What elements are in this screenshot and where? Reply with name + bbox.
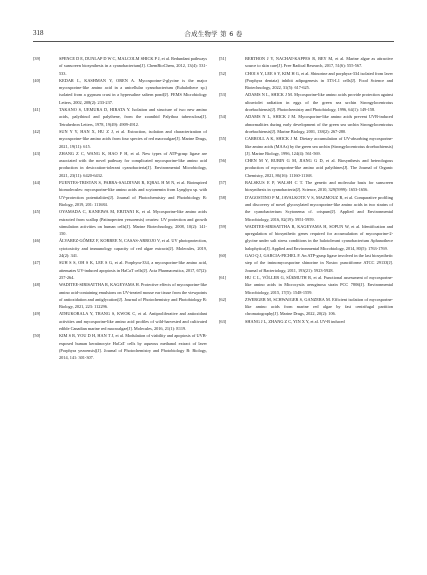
reference-entry [219,318,393,325]
reference-number: [48] [33,282,41,288]
reference-number: [53] [219,92,227,98]
references-column-left [33,55,207,361]
reference-entry [33,179,207,208]
reference-entry [33,128,207,150]
reference-entry [219,113,393,135]
reference-text: ATHUKORALA Y, TRANG S, KWOK C, et al. Antiproliferative and antioxidant activities and mycosporine-like amino acid profiles of wild-harvested and cultivated edible Canadian marine red macroalgae[J]. Molecules, 2016, 21(1): E119. [59,311,207,331]
reference-text: BALSKUS E P, WALSH C T. The genetic and molecular basis for sunscreen biosynthesis in cyanobacteria[J]. Science, 2010, 329(5999): 1653-1656. [245,180,393,193]
reference-entry [33,259,207,281]
reference-entry [33,150,207,179]
reference-number: [61] [219,274,227,280]
reference-number: [57] [219,180,227,186]
reference-entry [33,310,207,332]
reference-text: WADITEE-SIRISATTHA R, KAGEYAMA H. Protective effects of mycosporine-like amino acid-containing emulsions on UV-treated mouse ear tissue from the viewpoints of antioxidation and antiglycation[J]. Journal of Photochemistry and Photobiology B: Biology, 2021, 223: 112296. [59,282,207,310]
reference-text: SUN Y Y, HAN X, HU Z J, et al. Extraction, isolation and characterization of mycosporine-like amino acids from four species of red macroalgae[J]. Marine Drugs, 2021, 19(11): 615. [59,128,207,149]
reference-number: [52] [219,70,227,76]
reference-text: BERTHON J Y, NACHAT-KAPPES R, BEY M, et al. Marine algae as attractive source to skin care[J]. Free Radical Research, 2017, 51(6): 555-567. [245,56,393,69]
reference-number: [51] [219,56,227,61]
header-rule [33,41,394,42]
reference-entry [219,223,393,252]
reference-number: [41] [33,107,41,113]
reference-entry [219,70,393,92]
page-header [0,0,427,60]
reference-entry [219,194,393,223]
reference-number: [45] [33,209,41,215]
reference-text: CARROLL A K, SHICK J M. Dietary accumulation of UV-absorbing mycosporine-like amino acids (MAAs) by the green sea urchin (Strongylocentrotus droebachiensis)[J]. Marine Biology, 1996, 124(4): 561-569. [245,136,393,156]
reference-number: [42] [33,128,41,134]
reference-text: HU C L, VÖLLER G, SÜßMUTH R, et al. Functional assessment of mycosporine-like amino acids in Microcystis aeruginosa strain PCC 7806[J]. Environmental Microbiology, 2015, 17(5): 1548-1559. [245,274,393,295]
reference-text: FUENTES-TRISTAN S, PARRA-SALDIVAR R, IQBAL H M N, et al. Bioinspired biomolecules: mycosporine-like amino acids and scytonemin from Lyngbya sp. with UV-protection potentialities[J]. Journal of Photochemistry and Photobiology B: Biology, 2019, 201: 111684. [59,180,207,207]
reference-entry [33,281,207,310]
reference-text: D'AGOSTINO P M, JAVALKOTE V S, MAZMOUZ R, et al. Comparative profiling and discovery of novel glycosylated mycosporine-like amino acids in two strains of the cyanobacterium Scytonema cf. crispum[J]. Applied and Environmental Microbiology, 2016, 82(19): 5951-5959. [245,194,393,222]
reference-text: KIM S R, YOU D H, HAN T J, et al. Modulation of viability and apoptosis of UVB-exposed human keratinocyte HaCaT cells by aqueous methanol extract of laver (Porphyra yezoensis)[J]. Journal of Photochemistry and Photobiology B: Biology, 2014, 141: 301-307. [59,333,207,361]
reference-number: [58] [219,194,227,200]
reference-text: KEDAR L, KASHMAN Y, OREN A. Mycosporine-2-glycine is the major mycosporine-like amino acid in a unicellular cyanobacterium (Euhalothece sp.) isolated from a gypsum crust in a hypersaline saltern pond[J]. FEMS Microbiology Letters, 2002, 208(2): 233-237. [59,77,207,105]
reference-text: GAO Q J, GARCIA-PICHEL F. An ATP-grasp ligase involved in the last biosynthetic step of the iminomycosporine shinorine in Nostoc punctiforme ATCC 29133[J]. Journal of Bacteriology, 2011, 193(21): 5923-5928. [245,253,393,273]
reference-number: [62] [219,296,227,302]
reference-number: [55] [219,136,227,142]
reference-entry [219,55,393,70]
journal-running-title: 合成生物学 第 6 卷 [184,30,243,38]
reference-number: [46] [33,238,41,244]
reference-number: [60] [219,253,227,259]
reference-text: ÁLVAREZ-GÓMEZ F, KORBEE N, CASAS-ARROJO V, et al. UV photoprotection, cytotoxicity and immunology capacity of red algae extracts[J]. Molecules, 2019, 24(2): 341. [59,238,207,259]
reference-text: ZWERGER M, SCHWAIGER S, GANZERA M. Efficient isolation of mycosporine-like amino acids from marine red algae by fast centrifugal partition chromatography[J]. Marine Drugs, 2022, 20(2): 106. [245,296,393,317]
reference-number: [40] [33,77,41,83]
reference-number: [50] [33,333,41,339]
reference-number: [54] [219,114,227,120]
reference-number: [44] [33,180,41,186]
reference-text: SPENCE D E, DUNLAP D W C, MALCOLM SHICK P J, et al. Redundant pathways of sunscreen biosynthesis in a cyanobacterium[J]. ChemBioChem, 2012, 13(4): 531-533. [59,56,208,76]
reference-text: ZHANG Z C, WANG K, HAO F H, et al. New types of ATP-grasp ligase are associated with the novel pathway for complicated mycosporine-like amino acid production in desiccation-tolerant cyanobacteria[J]. Environmental Microbiology, 2021, 23(11): 6420-6432. [59,150,207,178]
references-column-right [219,55,393,325]
reference-entry [219,274,393,296]
reference-entry [219,179,393,194]
reference-number: [43] [33,150,41,156]
reference-text: ADAMS N L, SHICK J M. Mycosporine-like amino acids provide protection against ultraviolet radiation in eggs of the green sea urchin Strongylocentrotus droebachiensis[J]. Photochemistry and Photobiology, 1996, 64(1): 149-158. [245,92,393,113]
reference-entry [219,157,393,179]
reference-text: SHANG J L, ZHANG Z C, YIN X Y, et al. UV-B induced [245,318,345,324]
reference-number: [39] [33,56,41,61]
reference-number: [56] [219,158,227,164]
reference-entry [219,296,393,318]
reference-text: CHOI S Y, LEE S Y, KIM H G, et al. Shinorine and porphyra-334 isolated from laver (Porphyra dentata) inhibit adipogenesis in 3T3-L1 cells[J]. Food Science and Biotechnology, 2022, 31(5): 617-625. [245,70,393,91]
reference-number: [63] [219,318,227,324]
reference-entry [33,332,207,361]
reference-entry [219,252,393,274]
reference-text: CHEN M Y, RUBIN G M, JIANG G D, et al. Biosynthesis and heterologous production of mycosporine-like amino acid palythines[J]. The Journal of Organic Chemistry, 2021, 86(16): 11160-11168. [245,158,393,178]
reference-text: OYAMADA C, KANEIWA M, EBITANI K, et al. Mycosporine-like amino acids extracted from scallop (Patinopecten yessoensis) ovaries: UV protection and growth stimulation activities on human cells[J]. Marine Biotechnology, 2008, 10(2): 141-150. [59,209,207,237]
reference-text: TAKANO S, UEMURA D, HIRATA Y. Isolation and structure of two new amino acids, palythinol and palythene, from the zoanthid Palythoa tuberculosa[J]. Tetrahedron Letters, 1978, 19(49): 4909-4912. [59,107,207,127]
reference-number: [47] [33,260,41,266]
reference-entry [219,91,393,113]
reference-number: [59] [219,223,227,229]
reference-entry [33,55,207,77]
reference-entry [219,135,393,157]
page-number: 318 [33,29,44,37]
reference-entry [33,77,207,106]
reference-number: [49] [33,311,41,317]
reference-text: SUH S S, OH S K, LEE S G, et al. Porphyra-334, a mycosporine-like amino acid, attenuates UV-induced apoptosis in HaCaT cells[J]. Acta Pharmaceutica, 2017, 67(2): 257-264. [59,260,207,280]
reference-text: WADITEE-SIRISATTHA R, KAGEYAMA H, SOPUN W, et al. Identification and upregulation of biosynthetic genes required for accumulation of mycosporine-2-glycine under salt stress conditions in the halotolerant cyanobacterium Aphanothece halophytica[J]. Applied and Environmental Microbiology, 2014, 80(5): 1763-1769. [245,223,393,251]
reference-entry [33,208,207,237]
reference-entry [33,237,207,259]
reference-text: ADAMS N L, SHICK J M. Mycosporine-like amino acids prevent UVB-induced abnormalities during early development of the green sea urchin Strongylocentrotus droebachiensis[J]. Marine Biology, 2001, 138(2): 267-280. [245,114,393,134]
reference-entry [33,106,207,128]
